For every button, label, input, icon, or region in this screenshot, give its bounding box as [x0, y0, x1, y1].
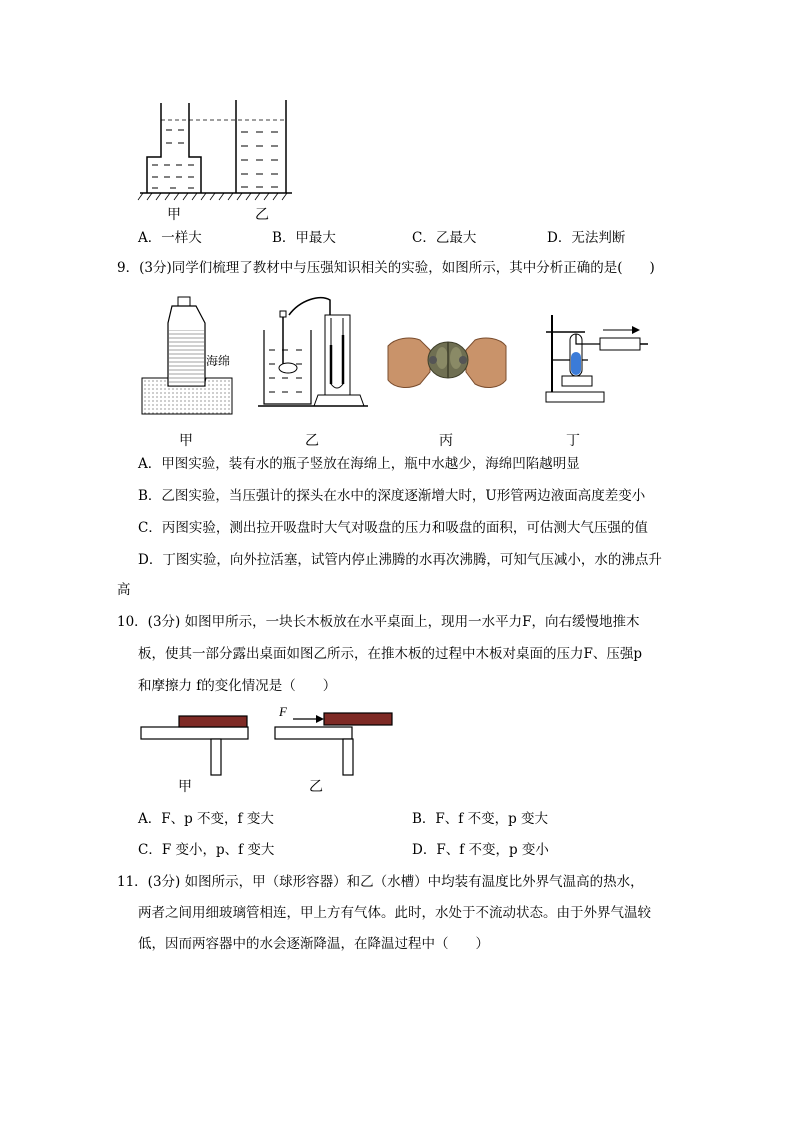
q9-option-a[interactable]: A．甲图实验，装有水的瓶子竖放在海绵上，瓶中水越少，海绵凹陷越明显	[138, 456, 580, 472]
q9-sponge-label: 海绵	[206, 354, 231, 368]
q10-option-a[interactable]: A．F、p 不变，f 变大	[138, 811, 274, 827]
q10-stem-line1: 10．(3分) 如图甲所示，一块长木板放在水平桌面上，现用一水平力F，向右缓慢地推木	[117, 614, 640, 630]
q9-label-ding: 丁	[566, 433, 580, 449]
q9-option-b[interactable]: B．乙图实验，当压强计的探头在水中的深度逐渐增大时，U形管两边液面高度差变小	[138, 488, 646, 504]
q9-label-yi: 乙	[305, 433, 319, 449]
q10-label-yi: 乙	[309, 779, 323, 795]
q9-option-d-continued: 高	[117, 582, 131, 598]
q11-stem-line3: 低，因而两容器中的水会逐渐降温，在降温过程中（ ）	[138, 936, 489, 952]
q8-option-a[interactable]: A．一样大	[138, 230, 202, 246]
q10-option-c[interactable]: C．F 变小，p、f 变大	[138, 842, 275, 858]
q10-option-b[interactable]: B．F、f 不变，p 变大	[412, 811, 549, 827]
q11-stem-line2: 两者之间用细玻璃管相连，甲上方有气体。此时，水处于不流动状态。由于外界气温较	[138, 905, 651, 921]
q9-option-d[interactable]: D．丁图实验，向外拉活塞，试管内停止沸腾的水再次沸腾，可知气压减小，水的沸点升	[138, 552, 662, 568]
q8-option-b[interactable]: B．甲最大	[272, 230, 336, 246]
q10-option-d[interactable]: D．F、f 不变，p 变小	[412, 842, 549, 858]
q8-option-c[interactable]: C．乙最大	[412, 230, 477, 246]
q10-stem-line3: 和摩擦力 f的变化情况是（ ）	[138, 678, 337, 694]
q10-label-jia: 甲	[178, 779, 192, 795]
q8-label-yi: 乙	[255, 207, 269, 223]
q8-label-jia: 甲	[167, 207, 181, 223]
q11-stem-line1: 11．(3分) 如图所示，甲（球形容器）和乙（水槽）中均装有温度比外界气温高的热水，	[117, 874, 644, 890]
q9-stem: 9．(3分)同学们梳理了教材中与压强知识相关的实验，如图所示，其中分析正确的是( )	[117, 260, 655, 276]
q10-stem-line2: 板，使其一部分露出桌面如图乙所示，在推木板的过程中木板对桌面的压力F、压强p	[138, 646, 643, 662]
q9-label-bing: 丙	[439, 433, 453, 449]
q9-label-jia: 甲	[179, 433, 193, 449]
q8-option-d[interactable]: D．无法判断	[547, 230, 626, 246]
q10-force-label: F	[279, 704, 287, 719]
q9-option-c[interactable]: C．丙图实验，测出拉开吸盘时大气对吸盘的压力和吸盘的面积，可估测大气压强的值	[138, 520, 648, 536]
